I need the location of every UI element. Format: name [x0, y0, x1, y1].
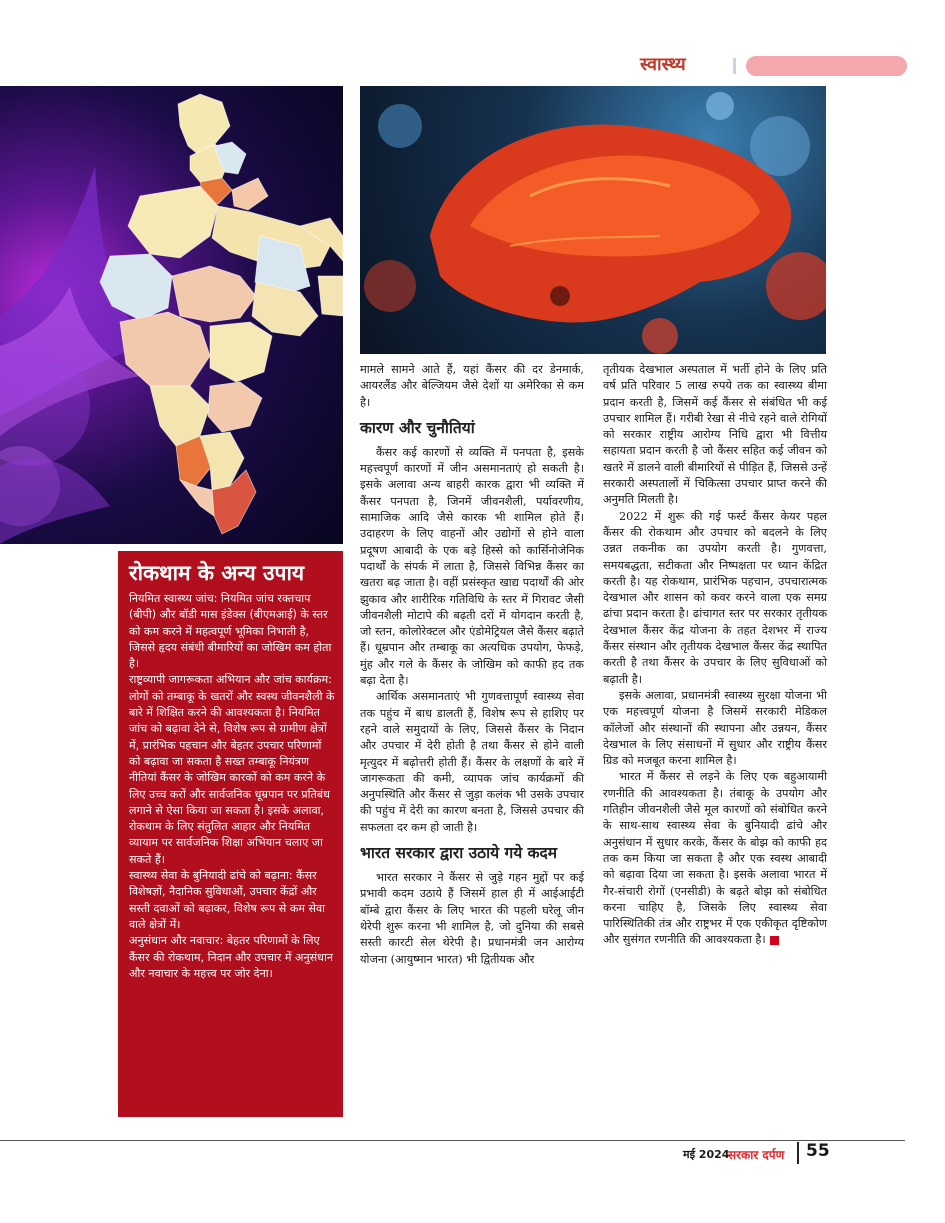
- section-heading: भारत सरकार द्वारा उठाये गये कदम: [360, 844, 558, 863]
- header-divider: [733, 58, 736, 74]
- article-paragraph: इसके अलावा, प्रधानमंत्री स्वास्थ्य सुरक्षा योजना भी एक महत्त्वपूर्ण योजना है जिसमें सरकारी मेडिकल कॉलेजों और संस्थानों की स्थापना और उन्नयन, कैंसर देखभाल के लिए संसाधनों में सुधार और राष्ट्रीय कैंसर ग्रिड को मजबूत करना शामिल है।: [603, 688, 827, 768]
- end-mark-icon: [770, 936, 779, 945]
- article-paragraph: आर्थिक असमानताएं भी गुणवत्तापूर्ण स्वास्थ्य सेवा तक पहुंच में बाध डालती हैं, विशेष रूप से हाशिए पर रहने वाले समुदायों के लिए, जिससे कैंसर के निदान और उपचार में देरी होती है तथा कैंसर से होने वाली मृत्युदर में बढ़ोत्तरी होती हैं। कैंसर के लक्षणों के बारे में जागरूकता की कमी, व्यापक जांच कार्यक्रमों की अनुपस्थिति और कैंसर से जुड़ा कलंक भी उसके उपचार की पहुंच में देरी का कारण बनता है, जिससे उपचार की सफलता दर कम हो जाती है।: [360, 690, 584, 834]
- sidebar-paragraph: नियमित स्वास्थ्य जांच: नियमित जांच रक्तचाप (बीपी) और बॉडी मास इंडेक्स (बीएमआई) के स्तर को कम करने में महत्वपूर्ण भूमिका निभाती है, जिससे हृदय संबंधी बीमारियों का जोखिम कम होता है।: [129, 592, 332, 671]
- page-number: 55: [806, 1141, 830, 1161]
- india-map-image: [0, 86, 343, 544]
- section-title: स्वास्थ्य: [640, 54, 686, 75]
- footer-date: मई 2024: [683, 1148, 730, 1161]
- liver-virus-image: [360, 86, 826, 354]
- magazine-brand: सरकार दर्पण: [728, 1148, 785, 1162]
- article-paragraph: 2022 में शुरू की गई फर्स्ट कैंसर केयर पहल कैंसर की रोकथाम और उपचार को बदलने के लिए उन्नत तकनीक का उपयोग करती है। गुणवत्ता, समयबद्धता, सटीकता और निष्पक्षता पर ध्यान केंद्रित करती है। यह रोकथाम, प्रारंभिक पहचान, उपचारात्मक देखभाल और शासन को कवर करने वाला एक समग्र ढांचा प्रदान करता है। ढांचागत स्तर पर सरकार तृतीयक देखभाल कैंसर केंद्र योजना के तहत देशभर में राज्य कैंसर संस्थान और तृतीयक देखभाल कैंसर केंद्र स्थापित करती है तथा कैंसर के उपचार के लिए सुविधाओं को बढ़ाती है।: [603, 509, 827, 686]
- article-column-middle: [360, 362, 584, 968]
- article-paragraph: मामले सामने आते हैं, यहां कैंसर की दर डेनमार्क, आयरलैंड और बेल्जियम जैसे देशों या अमेरिका से कम है।: [360, 363, 584, 409]
- footer-rule: [0, 1140, 905, 1141]
- article-paragraph: तृतीयक देखभाल अस्पताल में भर्ती होने के लिए प्रति वर्ष प्रति परिवार 5 लाख रुपये तक का स्वास्थ्य बीमा प्रदान करती है, जिसमें कई कैंसर से संबंधित भी कई उपचार शामिल हैं। गरीबी रेखा से नीचे रहने वाले रोगियों को सरकार राष्ट्रीय आरोग्य निधि द्वारा भी वित्तीय सहायता प्रदान करती है जो कैंसर सहित कई जीवन को खतरे में डालने वाली बीमारियों से पीड़ित हैं, जिससे उन्हें सरकारी अस्पतालों में चिकित्सा उपचार प्राप्त करने की अनुमति मिलती है।: [603, 363, 827, 507]
- section-heading: कारण और चुनौतियां: [360, 418, 475, 437]
- article-paragraph-text: भारत में कैंसर से लड़ने के लिए एक बहुआयामी रणनीति की आवश्यकता है। तंबाकू के उपयोग और गतिहीन जीवनशैली जैसे मूल कारणों को संबोधित करने के साथ-साथ स्वास्थ्य सेवा के बुनियादी ढांचे और अनुसंधान में सुधार करके, कैंसर के बोझ को काफी हद तक कम किया जा सकता है और एक स्वस्थ आबादी को बढ़ावा दिया जा सकता है। इसके अलावा भारत में गैर-संचारी रोगों (एनसीडी) के बढ़ते बोझ को संबोधित करना चाहिए है, जिसके लिए स्वास्थ्य सेवा पारिस्थितिकी तंत्र और राष्ट्रभर में एक एकीकृत दृष्टिकोण और सुसंगत रणनीति की आवश्यकता है।: [603, 770, 827, 947]
- article-paragraph: भारत सरकार ने कैंसर से जुड़े गहन मुद्दों पर कई प्रभावी कदम उठाये हैं जिसमें हाल ही में आईआईटी बॉम्बे द्वारा कैंसर के लिए भारत की पहली घरेलू जीन थेरेपी शुरू करना भी शामिल है, जो दुनिया की सबसे सस्ती कारटी सेल थेरेपी है। प्रधानमंत्री जन आरोग्य योजना (आयुष्मान भारत) भी द्वितीयक और: [360, 871, 584, 966]
- sidebar-paragraph: स्वास्थ्य सेवा के बुनियादी ढांचे को बढ़ाना: कैंसर विशेषज्ञों, नैदानिक सुविधाओं, उपचार केंद्रों और सस्ती दवाओं को बढ़ाकर, विशेष रूप से कम सेवा वाले क्षेत्रों में।: [129, 869, 326, 931]
- article-paragraph: कैंसर कई कारणों से व्यक्ति में पनपता है, इसके महत्त्वपूर्ण कारणों में जीन असमानताएं हो सकती है। इसके अलावा अन्य बाहरी कारक द्वारा भी व्यक्ति में कैंसर पनपता है, जिनमें जीवनशैली, पर्यावरणीय, सामाजिक आदि जैसे कारक भी शामिल होते हैं। उदाहरण के लिए वाहनों और उद्योगों से होने वाला प्रदूषण आबादी के एक बड़े हिस्से को कार्सिनोजेनिक पदार्थों के संपर्क में लाता है, जिससे विभिन्न कैंसर का खतरा बढ़ जाता है। वहीं प्रसंस्कृत खाद्य पदार्थों की ओर झुकाव और शारीरिक गतिविधि के स्तर में गिरावट जैसी जीवनशैली मोटापे की बढ़ती दरों में योगदान करती है, जो स्तन, कोलोरेक्टल और एंडोमेट्रियल जैसे कैंसर बढ़ाते हैं। धूम्रपान और तम्बाकू का अत्यधिक उपयोग, फेफड़े, मुंह और गले के कैंसर के जोखिम को काफी हद तक बढ़ा देता है।: [360, 445, 584, 688]
- sidebar-paragraph: अनुसंधान और नवाचार: बेहतर परिणामों के लिए कैंसर की रोकथाम, निदान और उपचार में अनुसंधान और नवाचार के महत्त्व पर जोर देना।: [129, 934, 333, 980]
- sidebar-heading: रोकथाम के अन्य उपाय: [129, 561, 305, 585]
- sidebar-paragraph: राष्ट्रव्यापी जागरूकता अभियान और जांच कार्यक्रम: लोगों को तम्बाकू के खतरों और स्वस्थ जीवनशैली के बारे में शिक्षित करने की आवश्यकता है। नियमित जांच को बढ़ावा देने से, विशेष रूप से ग्रामीण क्षेत्रों में, प्रारंभिक पहचान और बेहतर उपचार परिणामों को बढ़ावा जा सकता है सख्त तम्बाकू नियंत्रण नीतियां कैंसर के जोखिम कारकों को कम करने के लिए उच्च करों और सार्वजनिक धूम्रपान पर प्रतिबंध लगाने से ऐसा किया जा सकता है। इसके अलावा, रोकथाम के लिए संतुलित आहार और नियमित व्यायाम पर सार्वजनिक शिक्षा अभियान चलाए जा सकते हैं।: [129, 673, 335, 866]
- footer-divider: [797, 1142, 799, 1164]
- article-paragraph: [603, 769, 827, 948]
- article-column-right: [603, 362, 827, 949]
- header-decorative-bar: [746, 56, 907, 76]
- prevention-sidebar: [118, 551, 343, 1117]
